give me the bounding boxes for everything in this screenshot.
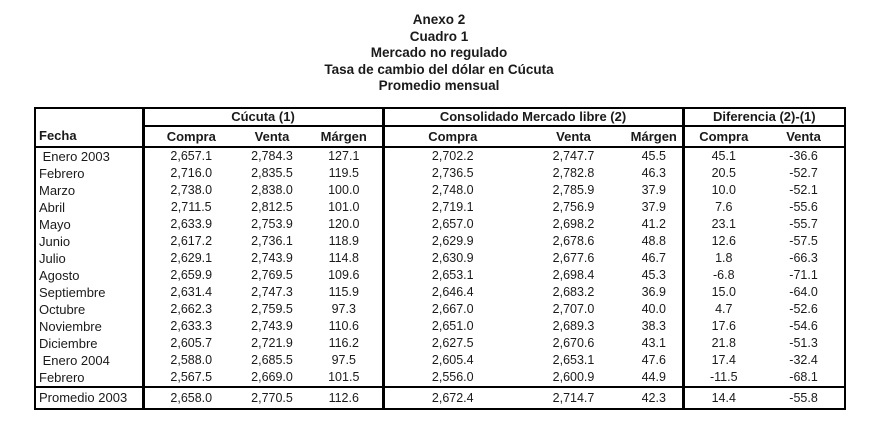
value-cell: 2,658.0: [143, 387, 238, 409]
value-cell: 2,588.0: [170, 353, 213, 367]
value-cell: 2,711.5: [170, 200, 212, 214]
row-label-fecha: Diciembre: [35, 335, 143, 352]
value-cell: 40.0: [626, 301, 683, 318]
value-cell: 2,667.0: [431, 302, 474, 316]
row-label-fecha: Noviembre: [35, 318, 143, 335]
value-cell: 2,646.4: [431, 285, 474, 299]
column-header-margen-1: Márgen: [306, 126, 383, 147]
value-cell: 45.5: [626, 147, 683, 165]
value-cell: 48.8: [626, 233, 683, 250]
value-cell: 2,719.1: [431, 200, 474, 214]
value-cell: 45.3: [626, 267, 683, 284]
column-header-fecha: Fecha: [35, 108, 143, 147]
value-cell: 115.9: [306, 284, 383, 301]
value-cell: 2,629.9: [431, 234, 474, 248]
value-cell: -55.8: [763, 387, 845, 409]
value-cell: 2,698.4: [552, 268, 595, 282]
value-cell: 120.0: [306, 216, 383, 233]
annex-title: Anexo 2: [412, 12, 466, 27]
value-cell: 2,669.0: [251, 370, 293, 384]
value-cell: 2,716.0: [170, 166, 213, 180]
value-cell: -11.5: [709, 370, 738, 384]
value-cell: 2,782.8: [552, 166, 595, 180]
row-label-fecha: Julio: [35, 250, 143, 267]
value-cell: -52.6: [789, 302, 818, 316]
value-cell: 101.0: [306, 199, 383, 216]
value-cell: 2,770.5: [238, 387, 306, 409]
value-cell: 2,556.0: [431, 370, 474, 384]
value-cell: 109.6: [306, 267, 383, 284]
value-cell: 2,633.3: [170, 319, 213, 333]
value-cell: 44.9: [626, 369, 683, 387]
value-cell: 1.8: [715, 251, 733, 265]
value-cell: 2,835.5: [251, 166, 293, 180]
value-cell: 38.3: [626, 318, 683, 335]
row-label-fecha: Octubre: [35, 301, 143, 318]
row-label-fecha: Abril: [35, 199, 143, 216]
table-row: [35, 318, 845, 335]
table-number-title: Cuadro 1: [409, 28, 469, 44]
value-cell: 2,736.5: [431, 166, 474, 180]
value-cell: 2,600.9: [552, 370, 595, 384]
value-cell: 2,677.6: [552, 251, 595, 265]
period-title: Promedio mensual: [378, 78, 500, 93]
value-cell: 2,653.1: [431, 268, 474, 282]
value-cell: 2,657.1: [170, 149, 213, 163]
value-cell: -51.3: [789, 336, 818, 350]
value-cell: 4.7: [715, 302, 733, 316]
value-cell: 2,743.9: [251, 251, 293, 265]
value-cell: -52.1: [789, 183, 818, 197]
table-body: [35, 147, 845, 387]
value-cell: -36.6: [789, 149, 818, 163]
value-cell: 43.1: [626, 335, 683, 352]
table-row: [35, 147, 845, 165]
exchange-rate-table: [34, 107, 846, 410]
row-label-fecha: Septiembre: [35, 284, 143, 301]
value-cell: -57.5: [789, 234, 818, 248]
value-cell: 23.1: [711, 217, 736, 231]
value-cell: 2,685.5: [251, 353, 293, 367]
table-row: [35, 301, 845, 318]
table-row: [35, 199, 845, 216]
value-cell: 2,738.0: [170, 183, 213, 197]
value-cell: 2,736.1: [251, 234, 293, 248]
table-row: [35, 233, 845, 250]
value-cell: 2,747.7: [552, 149, 595, 163]
value-cell: 2,748.0: [431, 183, 474, 197]
table-row: [35, 267, 845, 284]
exchange-rate-title: Tasa de cambio del dólar en Cúcuta: [324, 61, 554, 77]
row-label-fecha: Junio: [35, 233, 143, 250]
value-cell: -68.1: [789, 370, 818, 384]
value-cell: 2,698.2: [552, 217, 595, 231]
title-block: [34, 12, 844, 95]
value-cell: 2,769.5: [251, 268, 293, 282]
value-cell: 14.4: [683, 387, 763, 409]
value-cell: 17.4: [711, 353, 736, 367]
value-cell: 119.5: [306, 165, 383, 182]
table-row: [35, 165, 845, 182]
group-header-diferencia: Diferencia (2)-(1): [683, 108, 845, 126]
value-cell: 2,651.0: [431, 319, 474, 333]
value-cell: 2,631.4: [170, 285, 213, 299]
value-cell: 2,702.2: [431, 149, 474, 163]
value-cell: -52.7: [789, 166, 818, 180]
value-cell: 2,785.9: [552, 183, 595, 197]
value-cell: 36.9: [626, 284, 683, 301]
value-cell: 2,633.9: [170, 217, 213, 231]
group-header-row: [35, 108, 845, 126]
value-cell: 37.9: [626, 199, 683, 216]
value-cell: -55.7: [789, 217, 818, 231]
value-cell: 2,784.3: [251, 149, 293, 163]
value-cell: 112.6: [306, 387, 383, 409]
value-cell: -64.0: [789, 285, 818, 299]
value-cell: 97.3: [306, 301, 383, 318]
value-cell: -6.8: [713, 268, 735, 282]
value-cell: 2,627.5: [431, 336, 474, 350]
row-label-fecha: Febrero: [35, 369, 143, 387]
value-cell: 2,653.1: [552, 353, 595, 367]
column-header-compra-1: Compra: [143, 126, 238, 147]
value-cell: -66.3: [789, 251, 818, 265]
value-cell: -54.6: [789, 319, 818, 333]
value-cell: 2,672.4: [383, 387, 521, 409]
value-cell: 2,759.5: [251, 302, 293, 316]
value-cell: 114.8: [306, 250, 383, 267]
value-cell: -32.4: [789, 353, 818, 367]
table-row: [35, 250, 845, 267]
value-cell: 2,630.9: [431, 251, 474, 265]
value-cell: 2,714.7: [521, 387, 626, 409]
value-cell: 2,753.9: [251, 217, 293, 231]
table-row: [35, 369, 845, 387]
row-label-fecha: Enero 2004: [35, 352, 143, 369]
column-header-margen-2: Márgen: [626, 126, 683, 147]
market-title: Mercado no regulado: [370, 45, 508, 60]
value-cell: 101.5: [306, 369, 383, 387]
value-cell: 118.9: [306, 233, 383, 250]
group-header-consolidado: Consolidado Mercado libre (2): [383, 108, 683, 126]
value-cell: 2,657.0: [431, 217, 474, 231]
value-cell: 21.8: [711, 336, 736, 350]
value-cell: 15.0: [711, 285, 736, 299]
column-header-compra-2: Compra: [383, 126, 521, 147]
value-cell: 116.2: [306, 335, 383, 352]
table-row: [35, 335, 845, 352]
value-cell: 100.0: [306, 182, 383, 199]
row-label-fecha: Marzo: [35, 182, 143, 199]
value-cell: 2,605.7: [170, 336, 213, 350]
value-cell: 17.6: [711, 319, 736, 333]
row-label-fecha: Mayo: [35, 216, 143, 233]
table-row: [35, 352, 845, 369]
value-cell: 2,567.5: [170, 370, 213, 384]
value-cell: 2,659.9: [170, 268, 213, 282]
value-cell: 2,670.6: [552, 336, 595, 350]
value-cell: 46.7: [626, 250, 683, 267]
value-cell: 2,617.2: [170, 234, 213, 248]
value-cell: 41.2: [626, 216, 683, 233]
column-header-compra-dif: Compra: [683, 126, 763, 147]
value-cell: 2,605.4: [431, 353, 474, 367]
value-cell: 97.5: [306, 352, 383, 369]
column-header-venta-dif: Venta: [763, 126, 845, 147]
row-label-fecha: Agosto: [35, 267, 143, 284]
table-row: [35, 182, 845, 199]
value-cell: 45.1: [711, 149, 736, 163]
value-cell: 2,812.5: [251, 200, 293, 214]
value-cell: 37.9: [626, 182, 683, 199]
value-cell: 2,689.3: [552, 319, 595, 333]
value-cell: -71.1: [789, 268, 818, 282]
value-cell: 12.6: [711, 234, 736, 248]
summary-row: [35, 387, 845, 409]
value-cell: 2,743.9: [251, 319, 293, 333]
row-label-fecha: Enero 2003: [35, 147, 143, 165]
value-cell: 2,747.3: [251, 285, 293, 299]
value-cell: 46.3: [626, 165, 683, 182]
value-cell: 2,838.0: [251, 183, 293, 197]
value-cell: 110.6: [306, 318, 383, 335]
table-row: [35, 216, 845, 233]
column-header-venta-2: Venta: [521, 126, 626, 147]
value-cell: 47.6: [626, 352, 683, 369]
value-cell: -55.6: [789, 200, 818, 214]
value-cell: 42.3: [626, 387, 683, 409]
value-cell: 2,707.0: [552, 302, 595, 316]
value-cell: 127.1: [306, 147, 383, 165]
table-row: [35, 284, 845, 301]
row-label-fecha: Febrero: [35, 165, 143, 182]
value-cell: 2,756.9: [552, 200, 595, 214]
group-header-cucuta: Cúcuta (1): [143, 108, 383, 126]
summary-row-label: Promedio 2003: [35, 387, 143, 409]
value-cell: 7.6: [715, 200, 733, 214]
value-cell: 2,662.3: [170, 302, 213, 316]
column-header-venta-1: Venta: [238, 126, 306, 147]
value-cell: 2,721.9: [251, 336, 293, 350]
sub-header-row: [35, 126, 845, 147]
value-cell: 20.5: [711, 166, 736, 180]
value-cell: 10.0: [711, 183, 736, 197]
value-cell: 2,678.6: [552, 234, 595, 248]
value-cell: 2,629.1: [170, 251, 213, 265]
value-cell: 2,683.2: [552, 285, 595, 299]
